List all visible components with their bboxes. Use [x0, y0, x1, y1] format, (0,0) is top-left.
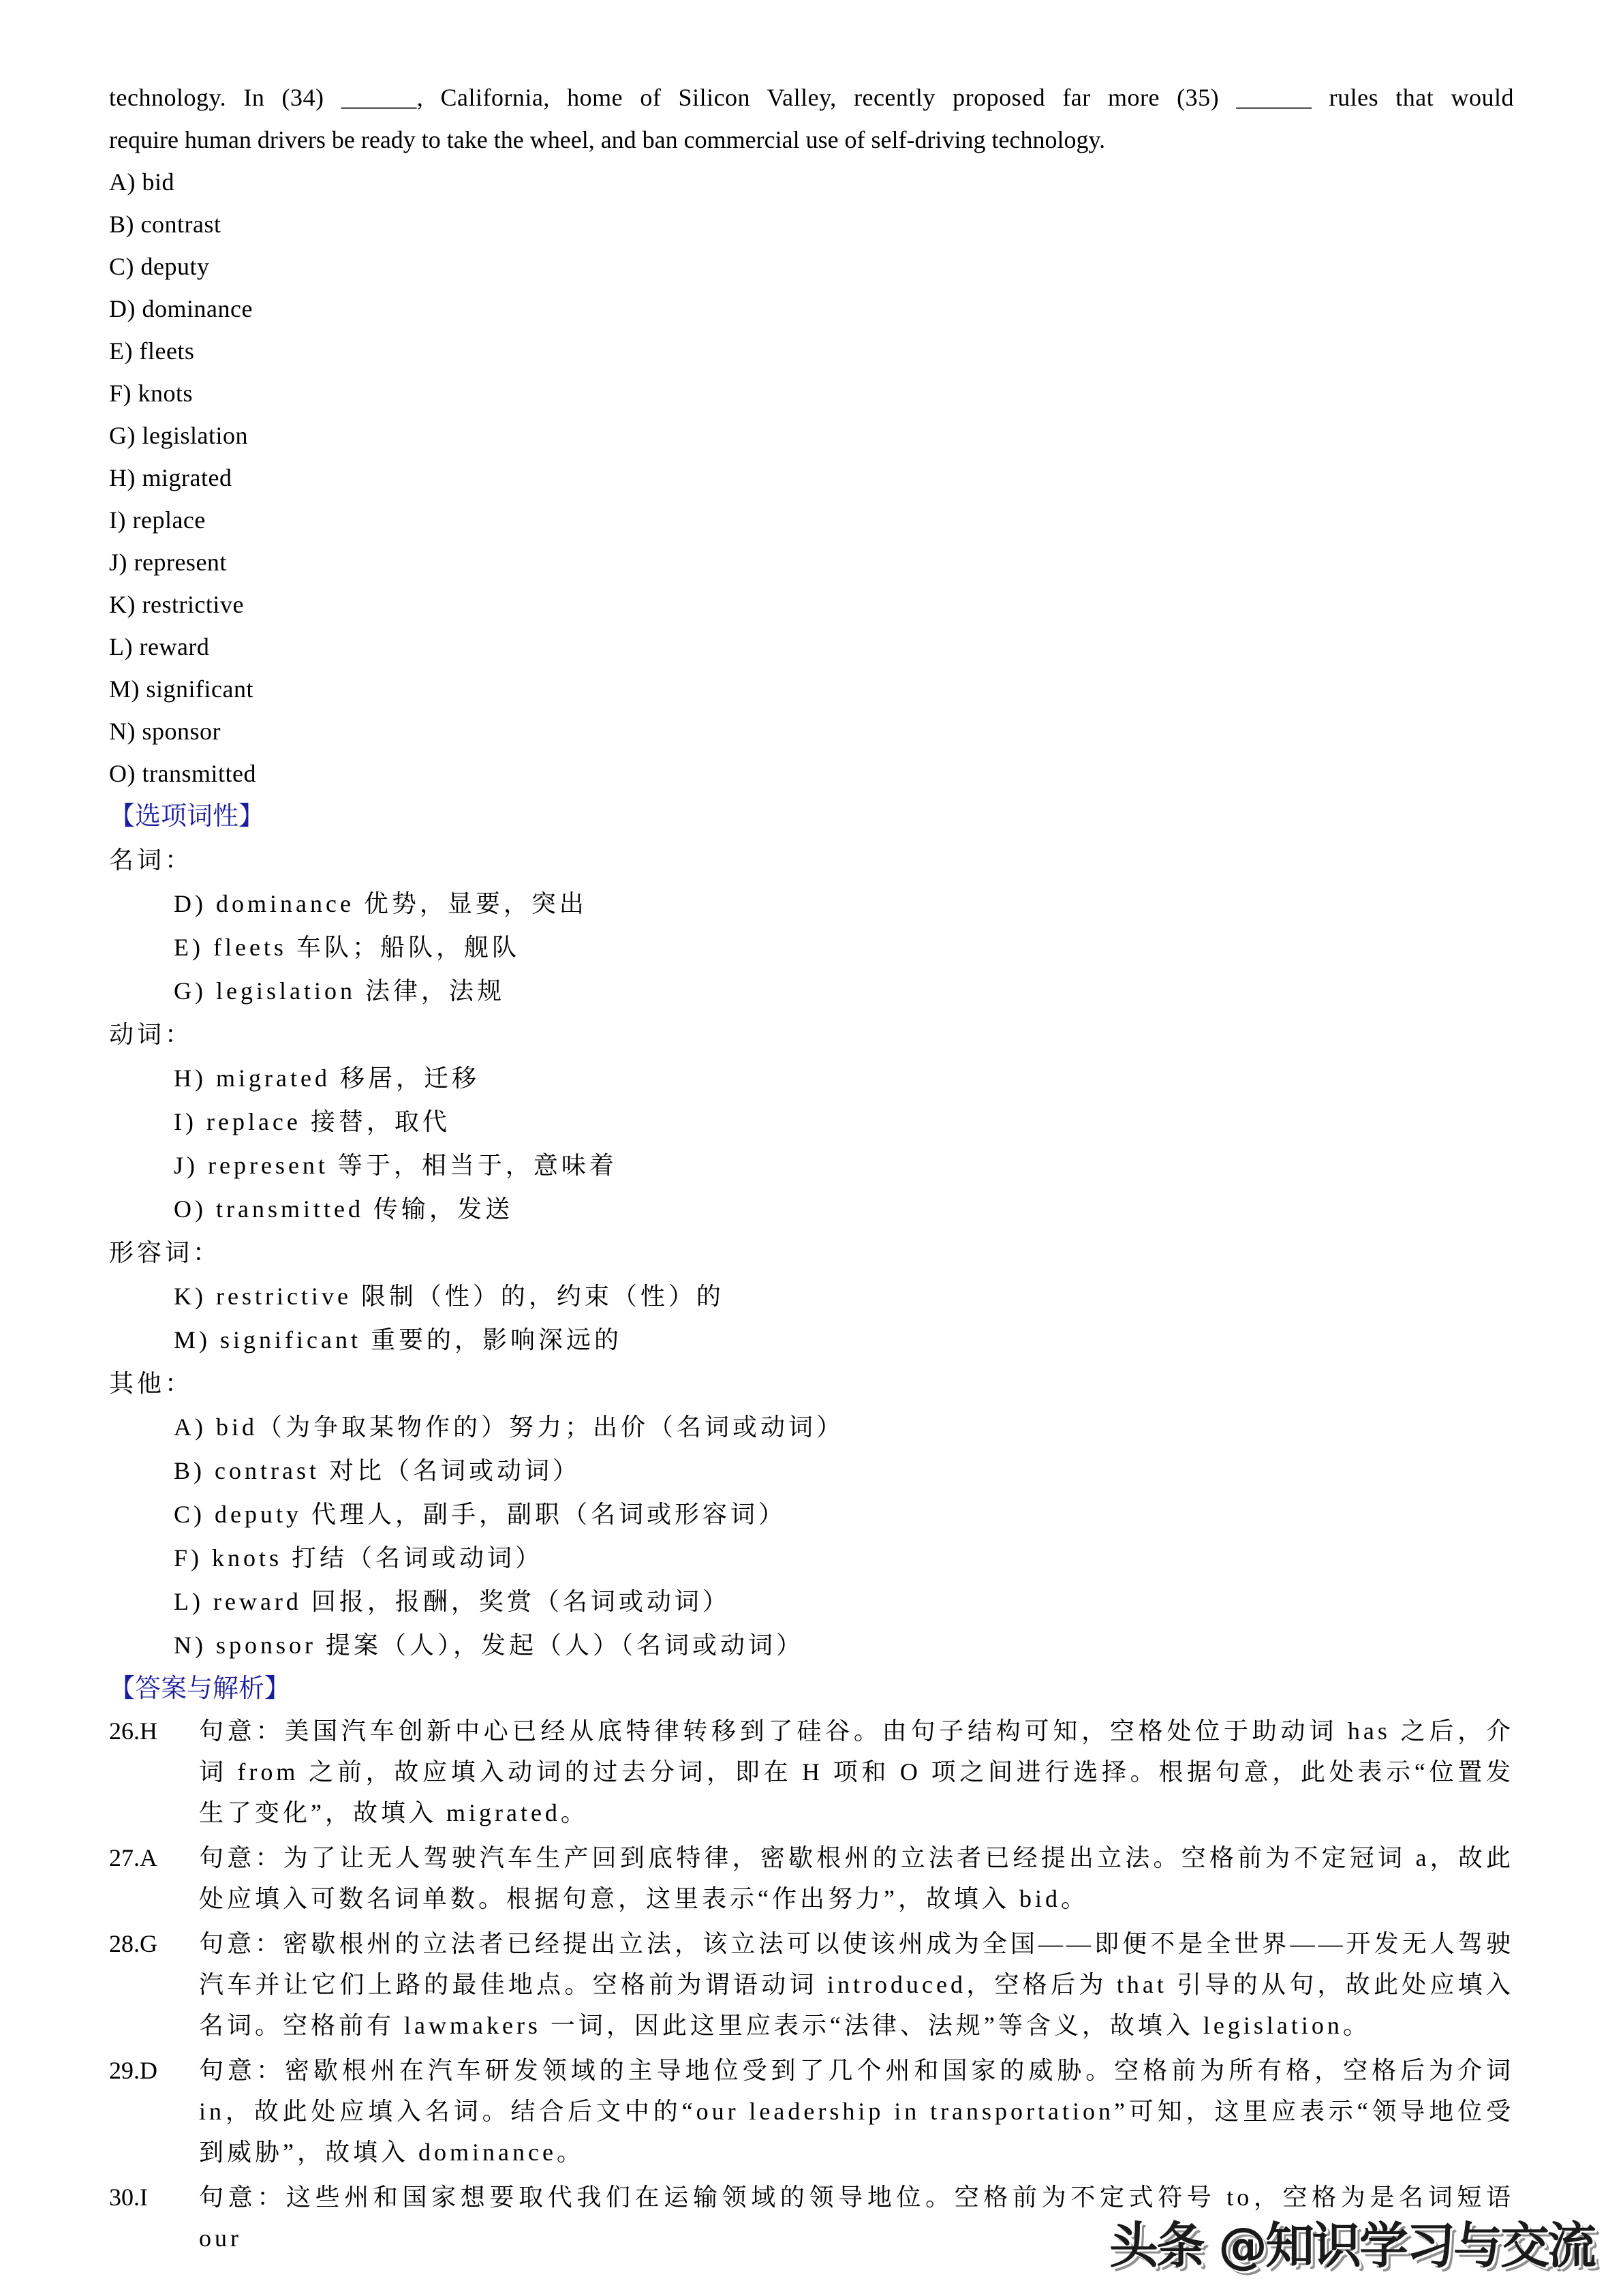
answers-section-heading: 【答案与解析】 [109, 1674, 291, 1703]
pos-item: F) knots 打结（名词或动词） [174, 1544, 544, 1572]
pos-item: D) dominance 优势，显要，突出 [174, 890, 587, 917]
word-bank-option-o: O) transmitted [109, 760, 256, 787]
pos-item: E) fleets 车队；船队，舰队 [174, 934, 520, 961]
passage [109, 76, 1514, 161]
answer-item-27 [109, 1837, 1514, 1919]
word-bank-option-a: A) bid [109, 168, 174, 196]
word-bank-option-g: G) legislation [109, 422, 248, 449]
pos-item: I) replace 接替，取代 [174, 1108, 450, 1135]
answer-number: 28.G [109, 1930, 157, 1957]
pos-item: M) significant 重要的，影响深远的 [174, 1326, 622, 1353]
word-bank-option-f: F) knots [109, 380, 194, 407]
passage-line-1: technology. In (34) ______, California, home of Silicon Valley, recently proposed far more (35) ______ rules that would [109, 84, 1514, 111]
answer-number: 30.I [109, 2184, 148, 2211]
pos-item: N) sponsor 提案（人），发起（人）（名词或动词） [174, 1632, 804, 1659]
pos-item: O) transmitted 传输，发送 [174, 1195, 513, 1223]
word-bank-option-l: L) reward [109, 633, 210, 660]
word-bank-option-e: E) fleets [109, 337, 195, 365]
passage-line-2: require human drivers be ready to take the wheel, and ban commercial use of self-driving technology. [109, 126, 1106, 153]
answer-item-29 [109, 2050, 1514, 2173]
pos-group-label-others: 其他： [109, 1370, 194, 1397]
pos-group-label-adjectives: 形容词： [109, 1239, 221, 1266]
pos-item: K) restrictive 限制（性）的，约束（性）的 [174, 1283, 724, 1310]
word-bank-option-d: D) dominance [109, 295, 253, 322]
answer-number: 29.D [109, 2057, 157, 2084]
answer-explanation: 句意：美国汽车创新中心已经从底特律转移到了硅谷。由句子结构可知，空格处位于助动词 has 之后，介词 from 之前，故应填入动词的过去分词，即在 H 项和 O 项之间进行选择。根据句意，此处表示“位置发生了变化”，故填入 migrated。 [199, 1717, 1514, 1826]
word-bank-option-c: C) deputy [109, 253, 210, 280]
word-bank-option-m: M) significant [109, 675, 253, 703]
word-bank-option-k: K) restrictive [109, 591, 244, 618]
answer-item-28 [109, 1923, 1514, 2046]
answer-explanation: 句意：密歇根州的立法者已经提出立法，该立法可以使该州成为全国——即便不是全世界——开发无人驾驶汽车并让它们上路的最佳地点。空格前为谓语动词 introduced，空格后为 that 引导的从句，故此处应填入名词。空格前有 lawmakers 一词，因此这里应表示“法律、法规”等含义，故填入 legislation。 [199, 1930, 1514, 2039]
document-page [109, 76, 1514, 2263]
word-bank-option-b: B) contrast [109, 211, 221, 238]
answers-section [109, 1667, 1514, 2259]
pos-item: A) bid（为争取某物作的）努力；出价（名词或动词） [174, 1413, 844, 1441]
pos-item: B) contrast 对比（名词或动词） [174, 1457, 581, 1484]
answer-explanation: 句意：这些州和国家想要取代我们在运输领域的领导地位。空格前为不定式符号 to，空格为是名词短语 our [199, 2184, 1514, 2252]
answer-item-26 [109, 1711, 1514, 1833]
pos-section [109, 795, 1514, 1667]
word-bank-option-j: J) represent [109, 549, 227, 576]
pos-item: C) deputy 代理人，副手，副职（名词或形容词） [174, 1501, 786, 1528]
pos-item: J) represent 等于，相当于，意味着 [174, 1152, 617, 1179]
watermark: 头条 @知识学习与交流 [1109, 2217, 1594, 2274]
answer-explanation: 句意：密歇根州在汽车研发领域的主导地位受到了几个州和国家的威胁。空格前为所有格，空格后为介词 in，故此处应填入名词。结合后文中的“our leadership in transportation”可知，这里应表示“领导地位受到威胁”，故填入 dominance。 [199, 2057, 1514, 2166]
answer-explanation: 句意：为了让无人驾驶汽车生产回到底特律，密歇根州的立法者已经提出立法。空格前为不定冠词 a，故此处应填入可数名词单数。根据句意，这里表示“作出努力”，故填入 bid。 [199, 1844, 1514, 1912]
pos-item: L) reward 回报，报酬，奖赏（名词或动词） [174, 1588, 730, 1615]
pos-section-heading: 【选项词性】 [109, 802, 265, 831]
word-bank-option-n: N) sponsor [109, 718, 221, 745]
pos-group-label-nouns: 名词： [109, 846, 194, 874]
answer-number: 26.H [109, 1717, 157, 1745]
word-bank-option-i: I) replace [109, 506, 206, 534]
pos-group-label-verbs: 动词： [109, 1021, 194, 1048]
pos-item: G) legislation 法律，法规 [174, 977, 505, 1005]
word-bank-option-h: H) migrated [109, 464, 232, 491]
word-bank [109, 161, 1514, 795]
pos-item: H) migrated 移居，迁移 [174, 1065, 480, 1092]
answer-number: 27.A [109, 1844, 157, 1871]
